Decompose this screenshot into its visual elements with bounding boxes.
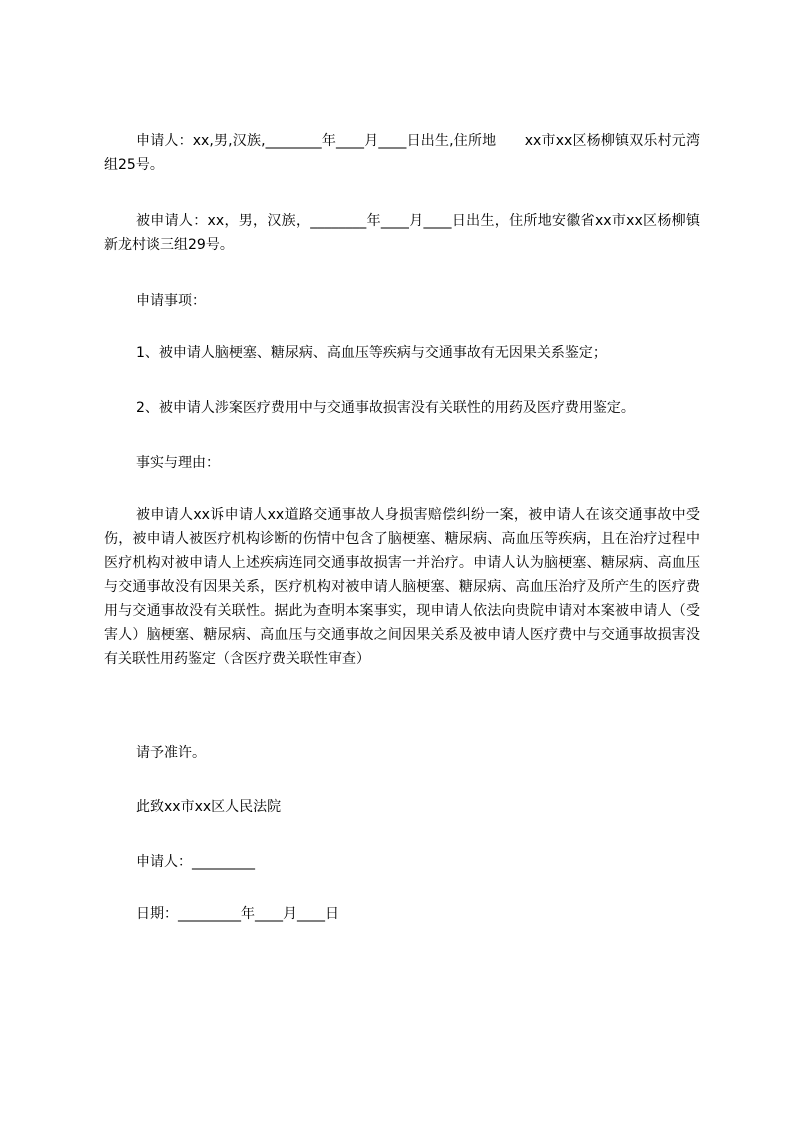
items-heading: 申请事项： bbox=[136, 293, 206, 309]
item-1: 1、被申请人脑梗塞、糖尿病、高血压等疾病与交通事故有无因果关系鉴定； bbox=[136, 345, 607, 361]
facts-body: 被申请人xx诉申请人xx道路交通事故人身损害赔偿纠纷一案，被申请人在该交通事故中受伤，被申请人被医疗机构诊断的伤情中包含了脑梗塞、糖尿病、高血压等疾病，且在治疗过程中医疗机构对被申请人上述疾病连同交通事故损害一并治疗。申请人认为脑梗塞、糖尿病、高血压与交通事故没有因果关系，医疗机构对被申请人脑梗塞、糖尿病、高血压治疗及所产生的医疗费用与交通事故没有关联性。据此为查明本案事实，现申请人依法向贵院申请对本案被申请人（受害人）脑梗塞、糖尿病、高血压与交通事故之间因果关系及被申请人医疗费中与交通事故损害没有关联性用药鉴定（含医疗费关联性审查） bbox=[104, 507, 700, 667]
request-line: 请予准许。 bbox=[136, 745, 206, 761]
date-line: 日期：_________年____月____日 bbox=[136, 906, 339, 922]
item-2: 2、被申请人涉案医疗费用中与交通事故损害没有关联性的用药及医疗费用鉴定。 bbox=[136, 400, 635, 416]
facts-heading: 事实与理由： bbox=[136, 455, 220, 471]
addressee-line: 此致xx市xx区人民法院 bbox=[136, 799, 282, 815]
signature-line: 申请人：_________ bbox=[136, 854, 255, 870]
applicant-intro: 申请人：xx,男,汉族,________年____月____日出生,住所地 xx市xx区杨柳镇双乐村元湾组25号。 bbox=[104, 133, 700, 173]
respondent-intro: 被申请人：xx，男，汉族，________年____月____日出生，住所地安徽省xx市xx区杨柳镇新龙村谈三组29号。 bbox=[104, 213, 700, 253]
